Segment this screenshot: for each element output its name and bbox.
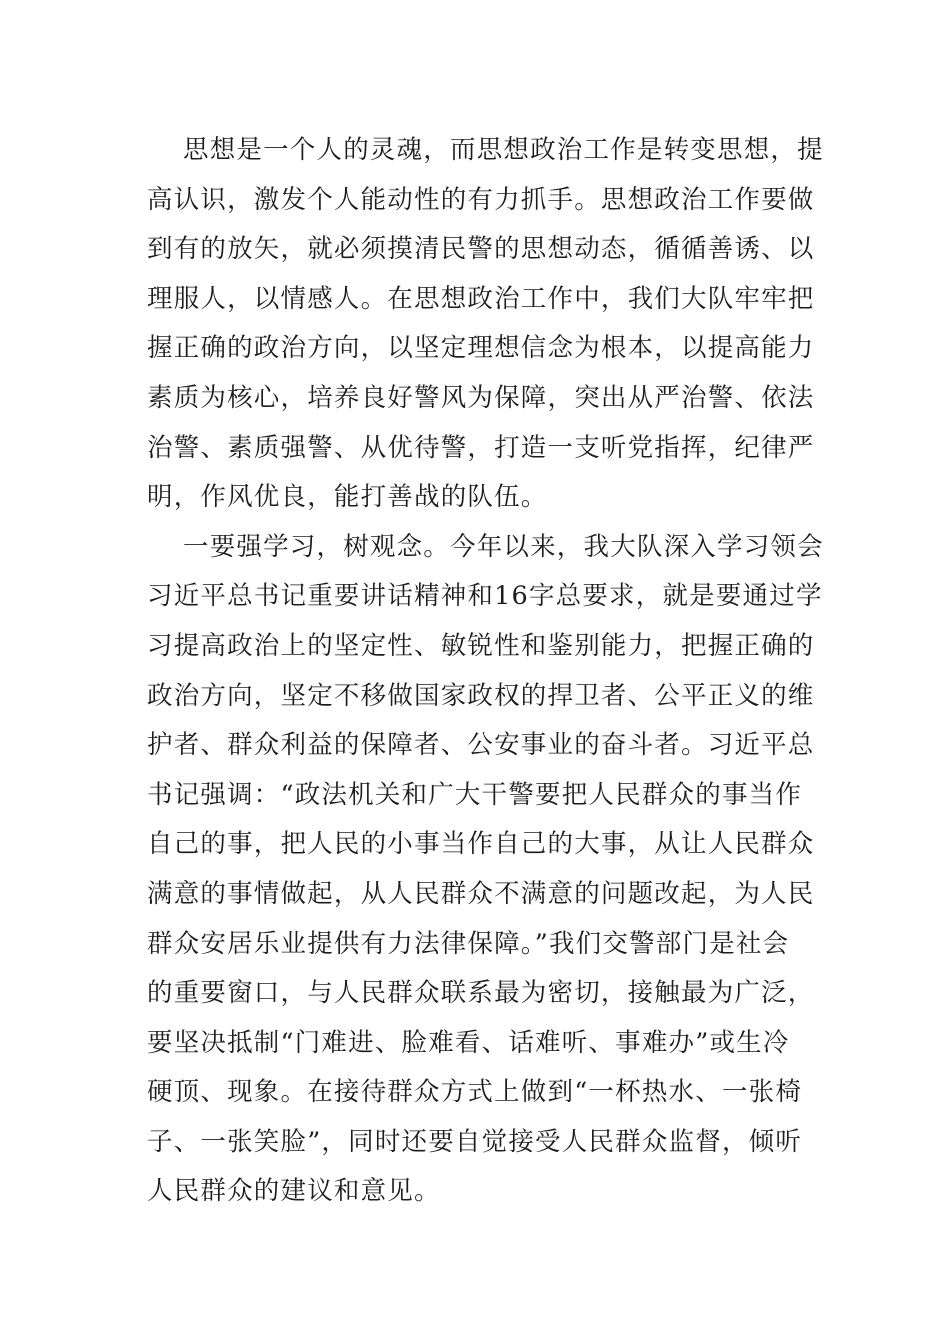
text-line: 硬顶、现象。在接待群众方式上做到“一杯热水、一张椅	[147, 1077, 803, 1108]
text-line: 明，作风优良，能打善战的队伍。	[147, 482, 548, 513]
text-line: 群众安居乐业提供有力法律保障。”我们交警部门是社会	[147, 928, 790, 959]
text-line: 的重要窗口，与人民群众联系最为密切，接触最为广泛，	[147, 978, 815, 1009]
text-line: 习提高政治上的坚定性、敏锐性和鉴别能力，把握正确的	[147, 630, 815, 661]
text-line: 政治方向，坚定不移做国家政权的捍卫者、公平正义的维	[147, 680, 815, 711]
document-body	[147, 126, 824, 1217]
text-line: 护者、群众利益的保障者、公安事业的奋斗者。习近平总	[147, 730, 815, 761]
text-line: 满意的事情做起，从人民群众不满意的问题改起，为人民	[147, 878, 815, 909]
text-line: 自己的事，把人民的小事当作自己的大事，从让人民群众	[147, 829, 815, 860]
text-line: 到有的放矢，就必须摸清民警的思想动态，循循善诱、以	[147, 234, 815, 265]
text-line: 子、一张笑脸”，同时还要自觉接受人民群众监督，倾听	[147, 1126, 803, 1157]
text-line: 书记强调：“政法机关和广大干警要把人民群众的事当作	[147, 779, 803, 810]
text-line: 治警、素质强警、从优待警，打造一支听党指挥，纪律严	[147, 432, 815, 463]
text-line: 习近平总书记重要讲话精神和16字总要求，就是要通过学	[147, 581, 823, 612]
text-line: 握正确的政治方向，以坚定理想信念为根本，以提高能力	[147, 333, 815, 364]
text-line: 一要强学习，树观念。今年以来，我大队深入学习领会	[183, 531, 824, 562]
text-line: 人民群众的建议和意见。	[147, 1176, 441, 1207]
text-line: 思想是一个人的灵魂，而思想政治工作是转变思想，提	[183, 135, 824, 165]
text-line: 要坚决抵制“门难进、脸难看、话难听、事难办”或生冷	[147, 1027, 790, 1058]
text-line: 素质为核心，培养良好警风为保障，突出从严治警、依法	[147, 382, 815, 413]
text-line: 理服人，以情感人。在思想政治工作中，我们大队牢牢把	[147, 283, 815, 314]
paragraph-1	[147, 126, 824, 523]
paragraph-2	[147, 523, 824, 1217]
text-line: 高认识，激发个人能动性的有力抓手。思想政治工作要做	[147, 184, 815, 215]
